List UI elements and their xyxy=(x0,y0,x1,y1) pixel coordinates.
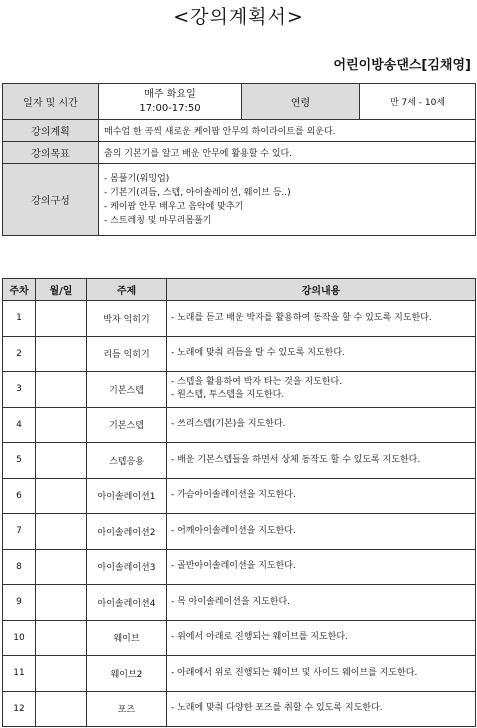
content-line: - 노래를 듣고 배운 박자를 활용하여 동작을 할 수 있도록 지도한다. xyxy=(171,312,432,323)
week-cell: 10 xyxy=(3,620,36,656)
topic-cell: 리듬 익히기 xyxy=(87,336,167,372)
date-cell xyxy=(36,407,87,443)
table-row xyxy=(3,585,476,621)
topic-cell: 스텝응용 xyxy=(87,443,167,479)
topic-cell: 아이솔레이션1 xyxy=(87,478,167,514)
header-date: 월/일 xyxy=(36,279,87,301)
date-time-day: 매주 화요일 xyxy=(144,88,196,100)
date-cell xyxy=(36,478,87,514)
content-cell xyxy=(167,549,476,585)
header-week: 주차 xyxy=(3,279,36,301)
structure-item: - 기본기(리듬, 스텝, 아이솔레이션, 웨이브 등..) xyxy=(104,187,291,198)
topic-cell: 아이솔레이션3 xyxy=(87,549,167,585)
table-row xyxy=(3,301,476,337)
content-cell xyxy=(167,336,476,372)
table-row xyxy=(3,656,476,692)
table-row xyxy=(3,443,476,479)
date-cell xyxy=(36,443,87,479)
content-cell xyxy=(167,656,476,692)
content-line: - 스텝을 활용하여 박자 타는 것을 지도한다. xyxy=(171,377,343,388)
content-cell xyxy=(167,691,476,727)
date-cell xyxy=(36,372,87,408)
structure-list xyxy=(99,164,476,236)
table-row xyxy=(3,478,476,514)
content-line: - 원스텝, 투스텝을 지도한다. xyxy=(171,390,285,401)
plan-value: 매수업 한 곡씩 새로운 케이팝 안무의 하이라이트를 외운다. xyxy=(99,120,476,142)
table-row xyxy=(3,336,476,372)
week-cell: 11 xyxy=(3,656,36,692)
structure-label: 강의구성 xyxy=(3,164,99,236)
date-cell xyxy=(36,656,87,692)
document-subtitle: 어린이방송댄스[김채영] xyxy=(333,58,471,73)
week-cell: 1 xyxy=(3,301,36,337)
date-time-value xyxy=(99,84,242,120)
table-row xyxy=(3,691,476,727)
structure-item: - 케이팝 안무 배우고 음악에 맞추기 xyxy=(104,201,244,212)
content-cell xyxy=(167,620,476,656)
week-cell: 9 xyxy=(3,585,36,621)
table-row xyxy=(3,407,476,443)
week-cell: 7 xyxy=(3,514,36,550)
date-cell xyxy=(36,301,87,337)
date-cell xyxy=(36,514,87,550)
date-cell xyxy=(36,549,87,585)
age-value: 만 7세 - 10세 xyxy=(360,84,476,120)
content-cell xyxy=(167,301,476,337)
content-cell xyxy=(167,585,476,621)
content-cell xyxy=(167,443,476,479)
week-cell: 4 xyxy=(3,407,36,443)
content-cell xyxy=(167,514,476,550)
course-info-table xyxy=(2,83,476,236)
header-topic: 주제 xyxy=(87,279,167,301)
goal-label: 강의목표 xyxy=(3,142,99,164)
structure-item: - 몸풀기(워밍업) xyxy=(104,173,170,184)
age-label: 연령 xyxy=(242,84,360,120)
content-line: - 위에서 아래로 진행되는 웨이브를 지도한다. xyxy=(171,632,348,643)
weekly-schedule-table xyxy=(2,278,476,727)
goal-value: 춤의 기본기를 알고 배운 안무에 활용할 수 있다. xyxy=(99,142,476,164)
content-cell xyxy=(167,407,476,443)
week-cell: 12 xyxy=(3,691,36,727)
plan-label: 강의계획 xyxy=(3,120,99,142)
content-line: - 가슴아이솔레이션을 지도한다. xyxy=(171,490,296,501)
topic-cell: 웨이브 xyxy=(87,620,167,656)
topic-cell: 박자 익히기 xyxy=(87,301,167,337)
content-line: - 배운 기본스텝들을 하면서 상체 동작도 할 수 있도록 지도한다. xyxy=(171,454,421,465)
date-time-hours: 17:00-17:50 xyxy=(139,102,201,114)
topic-cell: 웨이브2 xyxy=(87,656,167,692)
content-line: - 아래에서 위로 진행되는 웨이브 및 사이드 웨이브를 지도한다. xyxy=(171,667,418,678)
table-row xyxy=(3,372,476,408)
week-cell: 5 xyxy=(3,443,36,479)
content-line: - 노래에 맞춰 다양한 포즈를 취할 수 있도록 지도한다. xyxy=(171,703,383,714)
date-cell xyxy=(36,620,87,656)
topic-cell: 기본스텝 xyxy=(87,372,167,408)
topic-cell: 기본스텝 xyxy=(87,407,167,443)
content-line: - 노래에 맞춰 리듬을 탈 수 있도록 지도한다. xyxy=(171,348,345,359)
table-row xyxy=(3,514,476,550)
week-cell: 6 xyxy=(3,478,36,514)
content-line: - 쓰리스텝(기본)을 지도한다. xyxy=(171,419,286,430)
table-row xyxy=(3,620,476,656)
content-line: - 골반아이솔레이션을 지도한다. xyxy=(171,561,296,572)
content-line: - 목 아이솔레이션을 지도한다. xyxy=(171,596,291,607)
document-title: <강의계획서> xyxy=(173,6,304,28)
schedule-body xyxy=(3,301,476,727)
header-content: 강의내용 xyxy=(167,279,476,301)
date-time-label: 일자 및 시간 xyxy=(3,84,99,120)
week-cell: 2 xyxy=(3,336,36,372)
topic-cell: 아이솔레이션4 xyxy=(87,585,167,621)
structure-item: - 스트레칭 및 마무리몸풀기 xyxy=(104,215,212,226)
table-row xyxy=(3,549,476,585)
date-cell xyxy=(36,691,87,727)
content-cell xyxy=(167,478,476,514)
topic-cell: 아이솔레이션2 xyxy=(87,514,167,550)
week-cell: 3 xyxy=(3,372,36,408)
week-cell: 8 xyxy=(3,549,36,585)
date-cell xyxy=(36,336,87,372)
date-cell xyxy=(36,585,87,621)
content-cell xyxy=(167,372,476,408)
content-line: - 어깨아이솔레이션을 지도한다. xyxy=(171,525,296,536)
topic-cell: 포즈 xyxy=(87,691,167,727)
